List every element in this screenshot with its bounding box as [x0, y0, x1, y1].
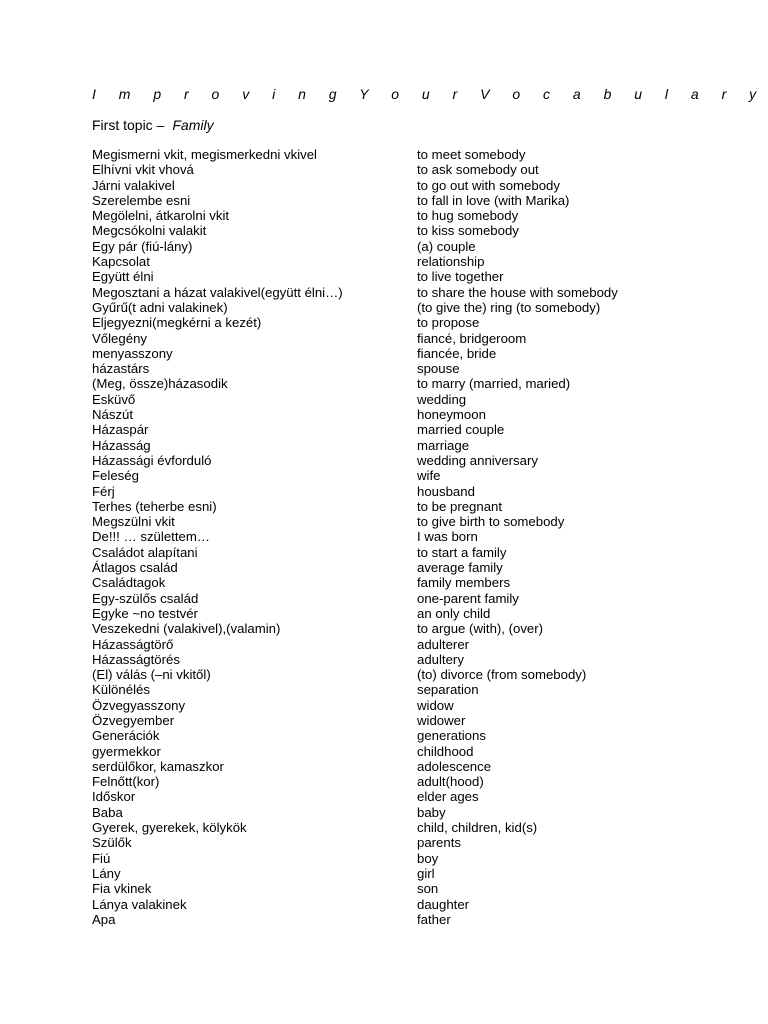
english-translation: one-parent family [417, 590, 519, 606]
vocabulary-row [92, 422, 752, 437]
hungarian-term: Terhes (teherbe esni) [92, 498, 217, 514]
hungarian-term: Gyűrű(t adni valakinek) [92, 299, 228, 315]
hungarian-term: Özvegyasszony [92, 697, 186, 713]
vocabulary-row [92, 637, 752, 652]
hungarian-term: Férj [92, 483, 115, 499]
english-translation: to ask somebody out [417, 162, 539, 178]
hungarian-term: Lánya valakinek [92, 896, 187, 912]
vocabulary-row [92, 682, 752, 697]
english-translation: to live together [417, 269, 504, 285]
vocabulary-row [92, 667, 752, 682]
english-translation: generations [417, 728, 486, 744]
english-translation: wedding [417, 391, 467, 407]
hungarian-term: házastárs [92, 361, 150, 377]
hungarian-term: Apa [92, 911, 116, 927]
english-translation: to marry (married, maried) [417, 376, 571, 392]
hungarian-term: Családtagok [92, 575, 166, 591]
hungarian-term: Megölelni, átkarolni vkit [92, 208, 230, 224]
english-translation: to argue (with), (over) [417, 621, 544, 637]
vocabulary-row [92, 162, 752, 177]
hungarian-term: Házasság [92, 437, 151, 453]
english-translation: separation [417, 682, 479, 698]
hungarian-term: Együtt élni [92, 269, 154, 285]
hungarian-term: Különélés [92, 682, 150, 698]
vocabulary-row [92, 346, 752, 361]
hungarian-term: Nászút [92, 407, 134, 423]
english-translation: father [417, 911, 451, 927]
hungarian-term: Feleség [92, 468, 139, 484]
hungarian-term: (Meg, össze)házasodik [92, 376, 228, 392]
english-translation: (to) divorce (from somebody) [417, 667, 587, 683]
hungarian-term: Özvegyember [92, 712, 175, 728]
vocabulary-row [92, 545, 752, 560]
english-translation: (a) couple [417, 238, 476, 254]
english-translation: (to give the) ring (to somebody) [417, 299, 601, 315]
english-translation: child, children, kid(s) [417, 820, 538, 836]
topic-prefix: First topic – [92, 117, 165, 133]
english-translation: widow [417, 697, 454, 713]
english-translation: to be pregnant [417, 498, 503, 514]
hungarian-term: Generációk [92, 728, 160, 744]
english-translation: fiancé, bridgeroom [417, 330, 527, 346]
vocabulary-row [92, 606, 752, 621]
hungarian-term: Baba [92, 804, 123, 820]
english-translation: to go out with somebody [417, 177, 560, 193]
english-translation: marriage [417, 437, 470, 453]
hungarian-term: Vőlegény [92, 330, 147, 346]
hungarian-term: (El) válás (–ni vkitől) [92, 667, 211, 683]
hungarian-term: Veszekedni (valakivel),(valamin) [92, 621, 281, 637]
vocabulary-row [92, 744, 752, 759]
vocabulary-list [92, 147, 752, 927]
english-translation: adultery [417, 651, 464, 667]
english-translation: fiancée, bride [417, 345, 497, 361]
hungarian-term: Megosztani a házat valakivel(együtt élni…) [92, 284, 343, 300]
hungarian-term: De!!! … születtem… [92, 529, 210, 545]
vocabulary-row [92, 866, 752, 881]
hungarian-term: Egy-szülős család [92, 590, 199, 606]
english-translation: son [417, 881, 439, 897]
hungarian-term: Megcsókolni valakit [92, 223, 207, 239]
hungarian-term: Családot alapítani [92, 544, 198, 560]
hungarian-term: Szerelembe esni [92, 192, 191, 208]
vocabulary-row [92, 499, 752, 514]
vocabulary-row [92, 178, 752, 193]
english-translation: childhood [417, 743, 474, 759]
hungarian-term: serdülőkor, kamaszkor [92, 758, 224, 774]
vocabulary-row [92, 774, 752, 789]
vocabulary-row [92, 315, 752, 330]
vocabulary-row [92, 438, 752, 453]
english-translation: to meet somebody [417, 147, 526, 162]
hungarian-term: Házasságtörő [92, 636, 174, 652]
english-translation: baby [417, 804, 446, 820]
english-translation: family members [417, 575, 511, 591]
english-translation: wedding anniversary [417, 452, 538, 468]
hungarian-term: Fiú [92, 850, 111, 866]
english-translation: to share the house with somebody [417, 284, 618, 300]
vocabulary-row [92, 331, 752, 346]
english-translation: daughter [417, 896, 470, 912]
vocabulary-row [92, 728, 752, 743]
vocabulary-row [92, 912, 752, 927]
english-translation: married couple [417, 422, 505, 438]
english-translation: boy [417, 850, 439, 866]
vocabulary-row [92, 820, 752, 835]
hungarian-term: Időskor [92, 789, 136, 805]
english-translation: an only child [417, 605, 491, 621]
vocabulary-row [92, 805, 752, 820]
vocabulary-row [92, 652, 752, 667]
vocabulary-row [92, 193, 752, 208]
english-translation: I was born [417, 529, 478, 545]
vocabulary-row [92, 591, 752, 606]
english-translation: adolescence [417, 758, 492, 774]
hungarian-term: Kapcsolat [92, 254, 150, 270]
vocabulary-row [92, 897, 752, 912]
hungarian-term: menyasszony [92, 345, 173, 361]
hungarian-term: Járni valakivel [92, 177, 175, 193]
english-translation: relationship [417, 254, 485, 270]
vocabulary-row [92, 759, 752, 774]
english-translation: girl [417, 865, 435, 881]
english-translation: honeymoon [417, 407, 486, 423]
hungarian-term: Egy pár (fiú-lány) [92, 238, 193, 254]
english-translation: to propose [417, 315, 480, 331]
vocabulary-row [92, 881, 752, 896]
topic-heading [92, 116, 214, 134]
vocabulary-row [92, 392, 752, 407]
vocabulary-row [92, 376, 752, 391]
hungarian-term: Gyerek, gyerekek, kölykök [92, 820, 247, 836]
hungarian-term: Házassági évforduló [92, 452, 212, 468]
vocabulary-row [92, 560, 752, 575]
vocabulary-row [92, 223, 752, 238]
hungarian-term: Átlagos család [92, 560, 178, 576]
vocabulary-row [92, 147, 752, 162]
vocabulary-row [92, 300, 752, 315]
vocabulary-row [92, 285, 752, 300]
topic-name: Family [172, 117, 214, 133]
english-translation: adult(hood) [417, 774, 484, 790]
vocabulary-row [92, 254, 752, 269]
english-translation: to give birth to somebody [417, 514, 565, 530]
hungarian-term: Elhívni vkit vhová [92, 162, 194, 178]
vocabulary-row [92, 698, 752, 713]
hungarian-term: gyermekkor [92, 743, 161, 759]
vocabulary-row [92, 361, 752, 376]
english-translation: to hug somebody [417, 208, 519, 224]
hungarian-term: Megismerni vkit, megismerkedni vkivel [92, 147, 317, 162]
english-translation: wife [417, 468, 441, 484]
vocabulary-row [92, 269, 752, 284]
english-translation: to start a family [417, 544, 507, 560]
vocabulary-row [92, 208, 752, 223]
hungarian-term: Megszülni vkit [92, 514, 175, 530]
hungarian-term: Szülők [92, 835, 132, 851]
vocabulary-row [92, 407, 752, 422]
hungarian-term: Esküvő [92, 391, 136, 407]
english-translation: to fall in love (with Marika) [417, 192, 570, 208]
vocabulary-row [92, 468, 752, 483]
vocabulary-row [92, 575, 752, 590]
english-translation: spouse [417, 361, 460, 377]
english-translation: housband [417, 483, 475, 499]
english-translation: average family [417, 560, 503, 576]
hungarian-term: Fia vkinek [92, 881, 152, 897]
vocabulary-row [92, 239, 752, 254]
english-translation: widower [417, 712, 466, 728]
english-translation: parents [417, 835, 461, 851]
vocabulary-row [92, 514, 752, 529]
hungarian-term: Felnőtt(kor) [92, 774, 160, 790]
vocabulary-row [92, 789, 752, 804]
vocabulary-row [92, 851, 752, 866]
vocabulary-row [92, 453, 752, 468]
hungarian-term: Egyke ~no testvér [92, 605, 198, 621]
hungarian-term: Házaspár [92, 422, 149, 438]
vocabulary-row [92, 529, 752, 544]
vocabulary-row [92, 621, 752, 636]
hungarian-term: Eljegyezni(megkérni a kezét) [92, 315, 262, 331]
document-title: I m p r o v i n g Y o u r V o c a b u l a r y [92, 86, 766, 102]
english-translation: elder ages [417, 789, 479, 805]
hungarian-term: Lány [92, 865, 121, 881]
vocabulary-row [92, 835, 752, 850]
vocabulary-row [92, 484, 752, 499]
english-translation: adulterer [417, 636, 470, 652]
hungarian-term: Házasságtörés [92, 651, 180, 667]
english-translation: to kiss somebody [417, 223, 519, 239]
vocabulary-row [92, 713, 752, 728]
